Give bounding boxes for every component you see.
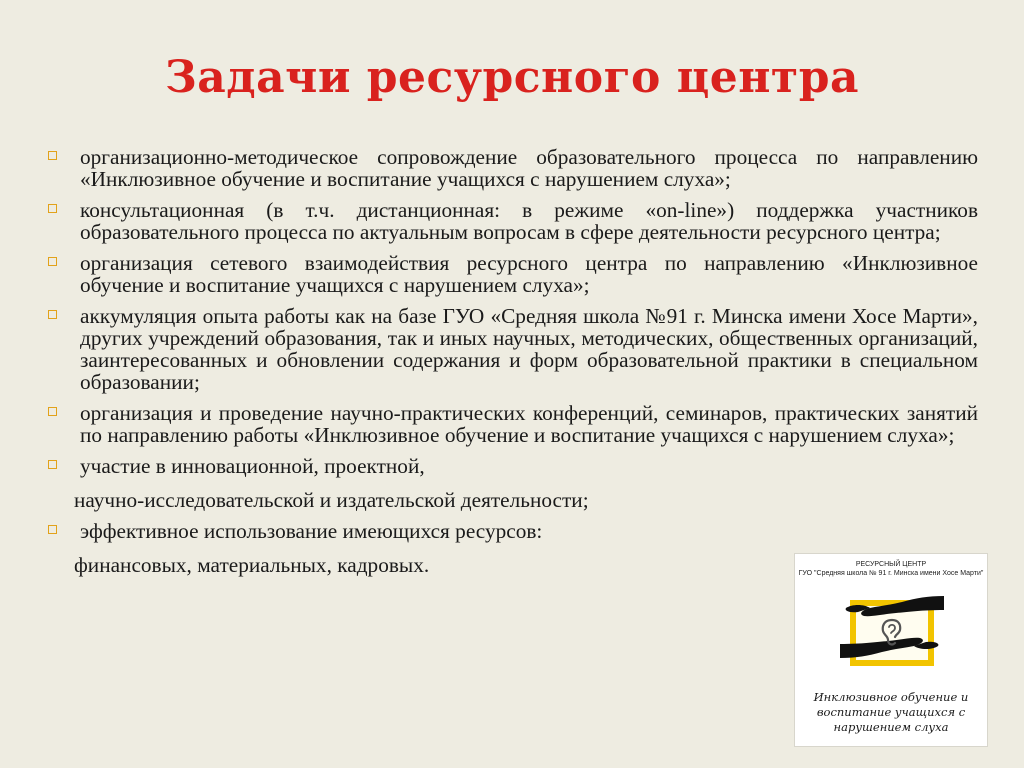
list-item-text: эффективное использование имеющихся ресурсов: [80, 519, 543, 543]
logo-heading-line: РЕСУРСНЫЙ ЦЕНТР [855, 561, 927, 568]
hollow-square-bullet-icon [48, 407, 57, 416]
hollow-square-bullet-icon [48, 525, 57, 534]
list-item [48, 146, 978, 190]
list-item-text: консультационная (в т.ч. дистанционная: в режиме «on-line») поддержка участников образовательного процесса по актуальным вопросам в сфере деятельности ресурсного центра; [80, 198, 978, 244]
list-item-text: аккумуляция опыта работы как на базе ГУО «Средняя школа №91 г. Минска имени Хосе Марти», других учреждений образования, так и иных научных, методических, общественных организаций, заинтересованных и обновлении содержания и форм образовательной практики в специальном образовании; [80, 304, 978, 394]
list-item-continuation: научно-исследовательской и издательской деятельности; [74, 488, 589, 512]
logo-caption [795, 690, 987, 735]
hands-and-ear-icon [840, 586, 944, 682]
hollow-square-bullet-icon [48, 460, 57, 469]
hollow-square-bullet-icon [48, 204, 57, 213]
hollow-square-bullet-icon [48, 257, 57, 266]
logo-caption-line: Инклюзивное обучение и [813, 690, 969, 704]
logo-caption-line: нарушением слуха [833, 720, 949, 734]
list-item [48, 455, 978, 511]
list-item-text: организация сетевого взаимодействия ресурсного центра по направлению «Инклюзивное обучение и воспитание учащихся с нарушением слуха»; [80, 251, 978, 297]
list-item [48, 402, 978, 446]
list-item-text: организационно-методическое сопровождение образовательного процесса по направлению «Инклюзивное обучение и воспитание учащихся с нарушением слуха»; [80, 145, 978, 191]
list-item [48, 199, 978, 243]
resource-center-logo [794, 553, 988, 747]
list-item [48, 305, 978, 393]
slide-title: Задачи ресурсного центра [165, 52, 859, 103]
logo-heading [795, 560, 987, 578]
logo-heading-line: ГУО "Средняя школа № 91 г. Минска имени Хосе Марти" [798, 570, 984, 577]
logo-caption-line: воспитание учащихся с [816, 705, 966, 719]
list-item [48, 252, 978, 296]
tasks-list [48, 146, 978, 585]
hollow-square-bullet-icon [48, 151, 57, 160]
list-item-continuation: финансовых, материальных, кадровых. [74, 553, 430, 577]
hollow-square-bullet-icon [48, 310, 57, 319]
list-item-text: организация и проведение научно-практических конференций, семинаров, практических занятий по направлению работы «Инклюзивное обучение и воспитание учащихся с нарушением слуха»; [80, 401, 978, 447]
list-item-text: участие в инновационной, проектной, [80, 454, 425, 478]
